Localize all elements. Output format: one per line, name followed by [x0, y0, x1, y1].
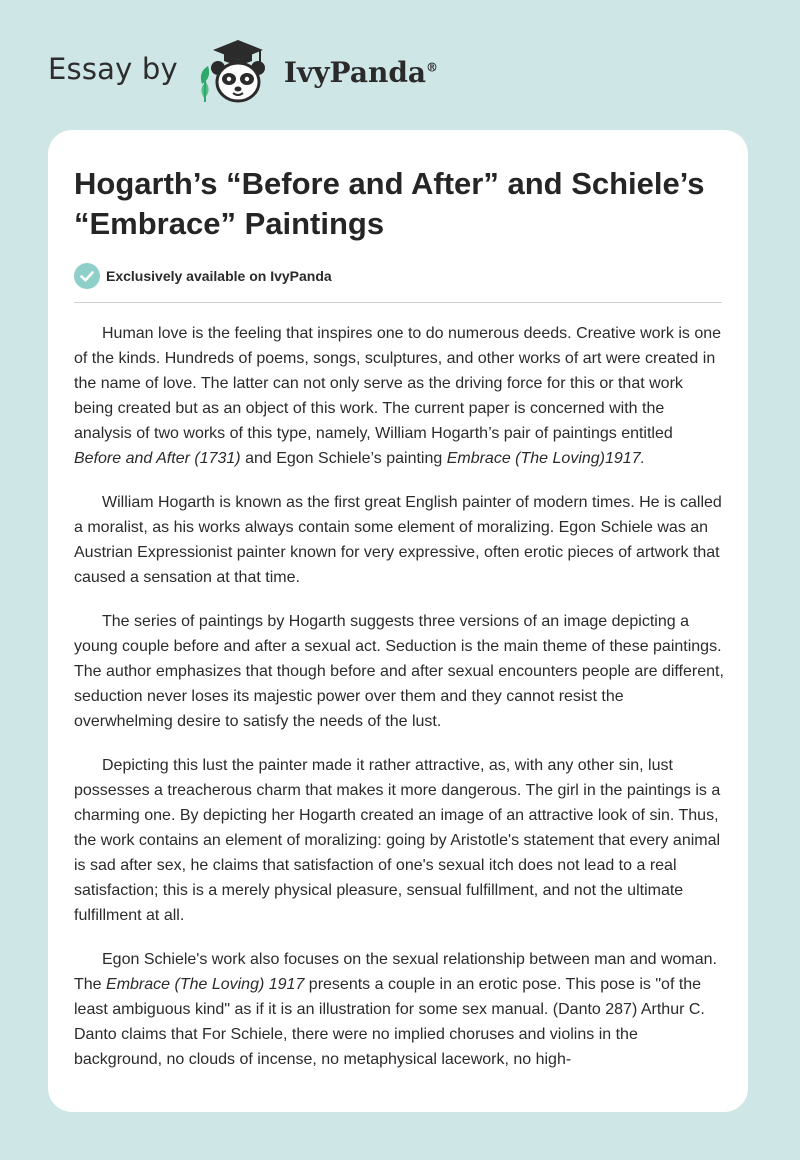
artwork-title: Embrace (The Loving)1917.: [446, 450, 646, 467]
paragraph-2: William Hogarth is known as the first great English painter of modern times. He is called a moralist, as his works always contain some element of moralizing. Egon Schiele was an Austrian Expressionist painter known for very expressive, often erotic pieces of artwork that caused a sensation at that time.: [74, 494, 722, 586]
exclusive-badge: [74, 263, 332, 289]
essay-by-label: Essay by: [48, 52, 178, 86]
ivypanda-wordmark[interactable]: IvyPanda®: [283, 55, 439, 89]
essay-body: [74, 321, 724, 1091]
site-header: [48, 36, 438, 106]
paragraph-3: The series of paintings by Hogarth suggests three versions of an image depicting a young couple before and after a sexual act. Seduction is the main theme of these paintings. The author emphasizes that though before and after sexual encounters people are different, seduction never loses its majestic power over them and they cannot resist the overwhelming desire to satisfy the needs of the lust.: [74, 613, 724, 730]
divider: [74, 302, 722, 303]
artwork-title: Embrace (The Loving) 1917: [106, 976, 305, 993]
artwork-title: Before and After (1731): [74, 450, 241, 467]
registered-mark: ®: [426, 60, 439, 75]
paragraph-5: Egon Schiele's work also focuses on the sexual relationship between man and woman. The Embrace (The Loving) 1917 presents a couple in an erotic pose. This pose is "of the least ambiguous kind" as if it is an illustration for some sex manual. (Danto 287) Arthur C. Danto claims that For Schiele, there were no implied choruses and violins in the background, no clouds of incense, no metaphysical lacework, no high-: [74, 951, 717, 1068]
paragraph-4: Depicting this lust the painter made it rather attractive, as, with any other sin, lust possesses a treacherous charm that makes it more dangerous. The girl in the paintings is a charming one. By depicting her Hogarth created an image of an attractive look of sin. Thus, the work contains an element of moralizing: going by Aristotle's statement that every animal is sad after sex, he claims that satisfaction of one's sexual itch does not lead to a real satisfaction; this is a merely physical pleasure, sensual fulfillment, and not the ultimate fulfillment at all.: [74, 757, 721, 924]
essay-card: [48, 130, 748, 1112]
check-circle-icon: [74, 263, 100, 289]
exclusive-label: Exclusively available on IvyPanda: [106, 268, 332, 284]
paragraph-1: Human love is the feeling that inspires one to do numerous deeds. Creative work is one of the kinds. Hundreds of poems, songs, sculptures, and other works of art were created in the name of love. The latter can not only serve as the driving force for this or that work being created but as an object of this work. The current paper is concerned with the analysis of two works of this type, namely, William Hogarth’s pair of paintings entitled Before and After (1731) and Egon Schiele’s painting Embrace (The Loving)1917.: [74, 325, 722, 467]
panda-graduate-logo-icon[interactable]: [192, 36, 282, 106]
essay-title: Hogarth’s “Before and After” and Schiele’s “Embrace” Paintings: [74, 166, 705, 241]
